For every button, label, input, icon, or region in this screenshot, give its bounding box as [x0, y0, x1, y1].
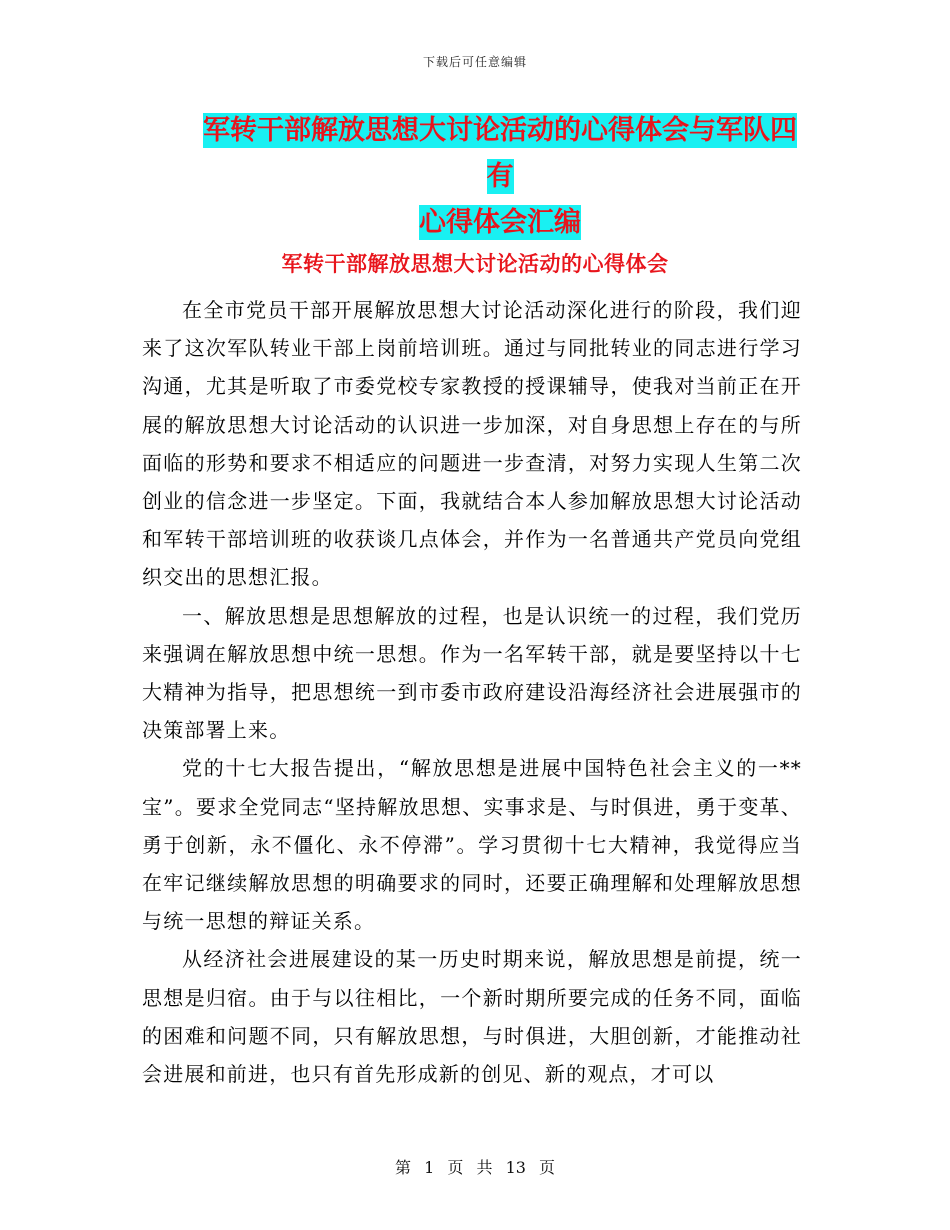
body-paragraph: 党的十七大报告提出，“解放思想是进展中国特色社会主义的一**宝”。要求全党同志“坚持解放思想、实事求是、与时俱进，勇于变革、勇于创新，永不僵化、永不停滞”。学习贯彻十七大精神，我觉得应当在牢记继续解放思想的明确要求的同时，还要正确理解和处理解放思想与统一思想的辩证关系。 [142, 756, 802, 934]
body-paragraph: 从经济社会进展建设的某一历史时期来说，解放思想是前提，统一思想是归宿。由于与以往相比，一个新时期所要完成的任务不同，面临的困难和问题不同，只有解放思想，与时俱进，大胆创新，才能推动社会进展和前进，也只有首先形成新的创见、新的观点，才可以 [142, 947, 802, 1087]
body-paragraph: 在全市党员干部开展解放思想大讨论活动深化进行的阶段，我们迎来了这次军队转业干部上岗前培训班。通过与同批转业的同志进行学习沟通，尤其是听取了市委党校专家教授的授课辅导，使我对当前正在开展的解放思想大讨论活动的认识进一步加深，对自身思想上存在的与所面临的形势和要求不相适应的问题进一步查清，对努力实现人生第二次创业的信念进一步坚定。下面，我就结合本人参加解放思想大讨论活动和军转干部培训班的收获谈几点体会，并作为一名普通共产党员向党组织交出的思想汇报。 [142, 298, 802, 590]
document-title [190, 108, 810, 246]
document-body [142, 291, 802, 1093]
section-title: 军转干部解放思想大讨论活动的心得体会 [281, 252, 669, 276]
page-mid: 页 [447, 1158, 464, 1177]
title-line-2: 心得体会汇编 [419, 207, 581, 238]
body-paragraph: 一、解放思想是思想解放的过程，也是认识统一的过程，我们党历来强调在解放思想中统一思想。作为一名军转干部，就是要坚持以十七大精神为指导，把思想统一到市委市政府建设沿海经济社会进展强市的决策部署上来。 [142, 603, 802, 743]
page-total: 13 [505, 1158, 526, 1177]
page-prefix: 第 [394, 1158, 411, 1177]
page-suffix: 页 [539, 1158, 556, 1177]
page-total-prefix: 共 [476, 1158, 493, 1177]
page-number-footer [0, 1155, 950, 1178]
page-current: 1 [424, 1158, 435, 1177]
header-note: 下载后可任意编辑 [422, 55, 527, 69]
title-line-1: 军转干部解放思想大讨论活动的心得体会与军队四有 [203, 115, 797, 192]
